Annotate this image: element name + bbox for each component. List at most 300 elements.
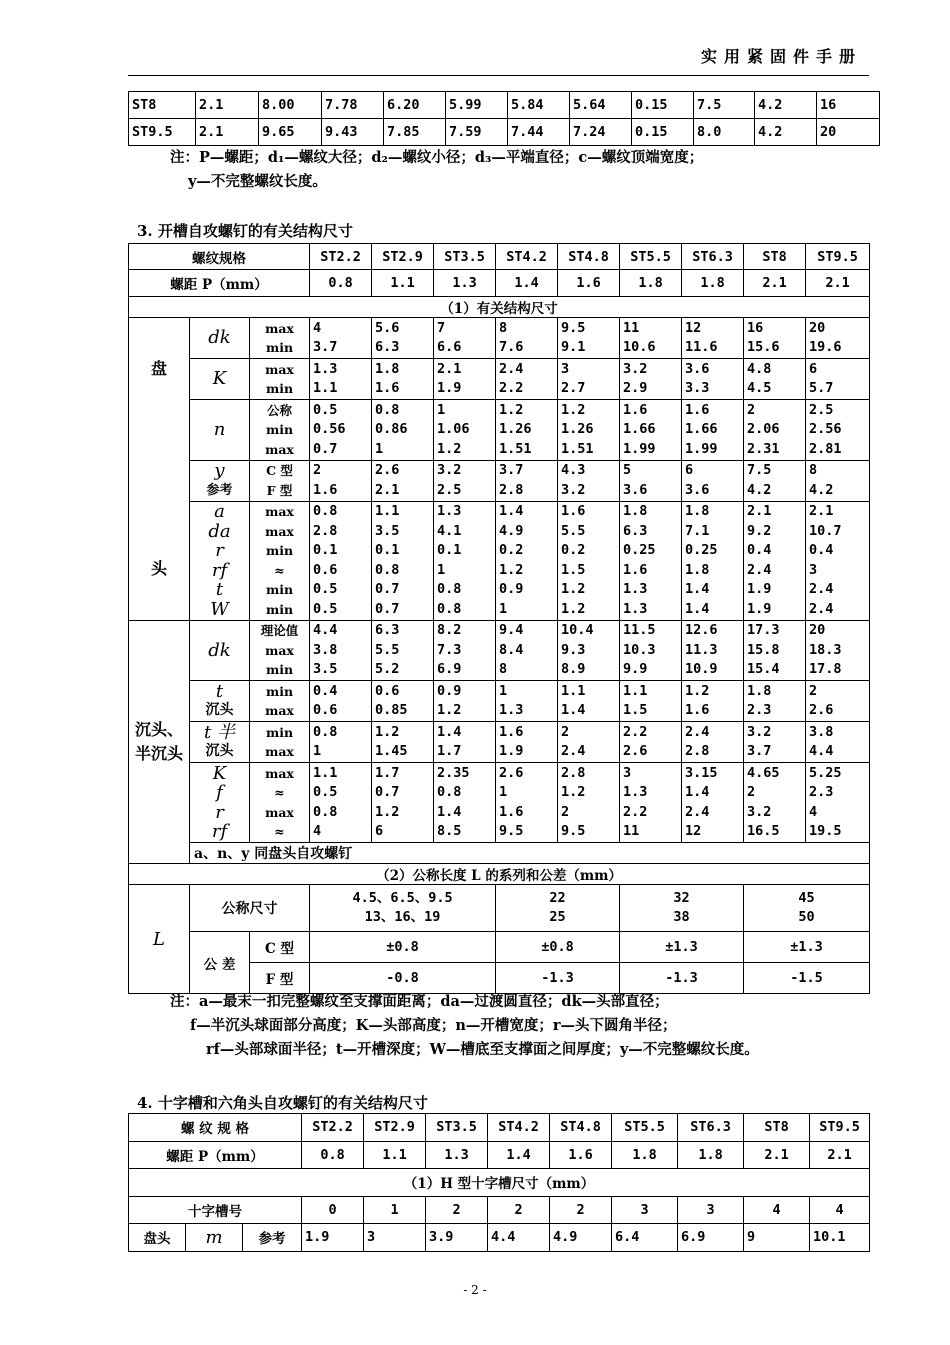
cell-line: 1.66 [623,421,656,437]
value-cell [310,681,372,722]
value-cell [496,318,558,359]
cell-line: 2 [561,723,570,740]
cell-line: 45 [798,889,815,906]
length-subheader: （2）公称长度 L 的系列和公差（mm） [129,864,870,885]
cell-line: min [265,381,294,396]
note-2-line-2: f—半沉头球面部分高度；K—头部高度；n—开槽宽度；r—头下圆角半径； [190,1017,677,1034]
cell-line: 5.25 [809,764,842,781]
cell-line: max [265,320,294,336]
spec-cell: ST6.3 [682,244,744,270]
value-cell [806,501,870,620]
value-cell [620,400,682,461]
spec-cell: ST2.9 [364,1114,426,1142]
pitch-cell: 2.1 [810,1141,870,1169]
value-cell [620,681,682,722]
value-cell: 8.0 [694,119,755,146]
value-cell [372,620,434,681]
cell-line: 1.2 [437,702,462,718]
cell-line: 1 [375,440,384,457]
value-cell [806,318,870,359]
cell-line: 1 [313,743,322,759]
cell-line: 5.5 [561,522,586,539]
cell-line: 1.1 [375,503,400,519]
cell-line: min [265,724,294,740]
value-cell [310,763,372,843]
cell-line: 2.35 [437,764,470,781]
cell-line: 10.4 [561,622,594,638]
structure-subheader: （1）有关结构尺寸 [129,297,870,318]
cell-line: 1.06 [437,421,470,437]
cell-line: 19.6 [809,339,842,355]
cell-line: r [215,540,224,561]
cell-line: 3.2 [623,360,648,377]
cell-line: 50 [798,909,815,925]
cell-line: 0.7 [375,581,400,597]
value-cell [744,460,806,501]
recess-value: 2 [488,1196,550,1224]
cell-line: 1.3 [623,600,648,617]
cross-recess-screw-table [128,1113,870,1252]
recess-value: 2 [550,1196,612,1224]
cell-line: 1.4 [685,581,710,597]
cell-line: 0.6 [313,702,338,718]
value-cell [620,620,682,681]
cell-line: 1.3 [499,702,524,718]
cell-line: 3.8 [809,723,834,740]
pitch-cell: 1.8 [620,270,682,297]
cell-line: 2 [747,784,756,800]
cell-line: 7.1 [685,522,710,539]
value-cell [806,620,870,681]
cell-line: 1 [499,682,508,699]
value-cell [558,400,620,461]
pan-label-spacer [132,379,186,559]
value-cell [310,722,372,763]
symbol-cell [190,681,250,722]
value-cell [806,359,870,400]
value-cell [682,763,744,843]
cell-line: 7.5 [747,462,772,478]
value-cell: 7.59 [446,119,508,146]
cell-line: min [265,582,294,597]
value-cell [434,400,496,461]
symbol-cell [190,501,250,620]
spec-cell: ST9.5 [129,119,196,146]
value-cell [744,763,806,843]
cell-line: max [265,804,294,820]
cell-line: 1.8 [747,682,772,699]
cell-line: 13、16、19 [364,909,441,925]
cell-line: 1.1 [313,764,338,781]
cell-line: 0.8 [375,401,400,418]
value-cell [620,359,682,400]
m-value: 4.4 [488,1224,550,1252]
cell-line: 4.5 [747,380,772,396]
thread-dimension-table-continued [128,91,880,146]
value-cell: 7.24 [570,119,632,146]
spec-cell: ST8 [744,1114,810,1142]
cell-line: 8 [809,462,818,478]
symbol: t [215,680,224,702]
nominal-label: 公称尺寸 [190,885,310,932]
value-cell [372,681,434,722]
cell-line: 9.1 [561,339,586,355]
cell-line: 1.99 [685,440,718,457]
cell-line: 3.2 [437,462,462,478]
cell-line: 8 [499,661,508,677]
cell-line: 0.4 [809,542,834,558]
cell-line: 2.7 [561,380,586,396]
value-cell: 9.43 [322,119,384,146]
m-value: 10.1 [810,1224,870,1252]
cell-line: 1.2 [561,600,586,617]
pitch-cell: 1.6 [550,1141,612,1169]
value-cell: 7.85 [384,119,446,146]
value-cell [682,681,744,722]
cell-line: min [265,543,294,558]
value-cell [434,318,496,359]
limit-label [250,681,310,722]
cell-line: 3.7 [313,339,338,355]
cell-line: 7.3 [437,641,462,658]
note-1-line-2: y—不完整螺纹长度。 [188,173,327,190]
cell-line: 10.7 [809,522,842,539]
cell-line: 1.26 [561,421,594,437]
value-cell [434,620,496,681]
cell-line: r [215,801,224,823]
pitch-cell: 1.3 [434,270,496,297]
value-cell [620,763,682,843]
cell-line: 17.8 [809,661,842,677]
nominal-row [129,885,870,932]
tolerance-label: 公 差 [190,932,250,994]
m-value: 6.4 [612,1224,678,1252]
cell-line: 2.6 [499,764,524,781]
cell-line: 2.8 [499,481,524,498]
cell-line: 0.1 [437,542,462,558]
cell-line: 16 [747,319,764,336]
recess-value: 0 [302,1196,364,1224]
spec-cell: ST9.5 [806,244,870,270]
value-cell [620,501,682,620]
cell-line: 1.6 [561,503,586,519]
cell-line: 1.1 [623,682,648,699]
nominal-value [620,885,744,932]
cell-line: min [265,601,294,617]
cell-line: 1.3 [313,360,338,377]
note-1 [170,146,703,194]
cell-line: da [208,520,231,542]
pitch-cell: 2.1 [744,1141,810,1169]
value-cell [558,620,620,681]
pitch-cell: 2.1 [806,270,870,297]
cell-line: 1.3 [623,581,648,597]
value-cell [434,681,496,722]
cell-line: 2.31 [747,440,780,457]
spec-cell: ST5.5 [620,244,682,270]
cell-line: 1.4 [499,503,524,519]
limit-label [250,501,310,620]
cell-line: 3.8 [313,641,338,658]
same-as-note: a、n、y 同盘头自攻螺钉 [190,843,870,864]
m-value: 4.9 [550,1224,612,1252]
symbol: dk [208,639,231,661]
value-cell: 9.65 [259,119,322,146]
cell-line: 1.45 [375,743,408,759]
recess-value: 2 [426,1196,488,1224]
m-value: 9 [744,1224,810,1252]
cell-line: 3 [561,360,570,377]
data-row [129,400,870,461]
nominal-value [496,885,620,932]
cell-line: 6.3 [623,522,648,539]
limit-label [250,318,310,359]
pitch-cell: 1.3 [426,1141,488,1169]
cell-line: 1.6 [623,561,648,578]
value-cell [806,722,870,763]
m-symbol: m [186,1224,243,1252]
cell-line: 1.9 [499,743,524,759]
value-cell: 7.44 [508,119,570,146]
recess-value: 3 [612,1196,678,1224]
m-value: 1.9 [302,1224,364,1252]
cell-line: 15.8 [747,641,780,658]
spec-header: 螺纹规格 [129,244,310,270]
symbol: K [212,368,227,390]
cell-line: 2.81 [809,440,842,457]
cell-line: 2.1 [375,481,400,498]
cell-line: 1.3 [437,503,462,519]
m-value: 6.9 [678,1224,744,1252]
data-row [129,722,870,763]
nominal-value [744,885,870,932]
cell-line: 8.5 [437,823,462,839]
cell-line: 2.8 [685,743,710,759]
cell-line: 5.6 [375,319,400,336]
cell-line: 9.5 [499,823,524,839]
cell-line: 11 [623,319,640,336]
value-cell: 20 [817,119,880,146]
spec-cell: ST5.5 [612,1114,678,1142]
tolerance-value: -0.8 [310,963,496,994]
value-cell [434,501,496,620]
pitch-cell: 0.8 [302,1141,364,1169]
value-cell: 8.00 [259,92,322,119]
value-cell [310,620,372,681]
pitch-cell: 0.8 [310,270,372,297]
cell-line: 0.25 [623,542,656,558]
cell-line: 3.6 [623,481,648,498]
cell-line: 1.4 [685,784,710,800]
cell-line: 9.9 [623,661,648,677]
reference-label: 参考 [243,1224,302,1252]
cell-line: 6 [375,823,384,839]
cell-line: 11.5 [623,622,656,638]
cell-line: max [265,504,294,519]
spec-cell: ST4.8 [550,1114,612,1142]
cell-line: W [210,598,229,620]
cell-line: 10.3 [623,641,656,658]
cell-line: 0.8 [313,803,338,820]
cell-line: 2.56 [809,421,842,437]
cell-line: 1.6 [685,401,710,418]
cell-line: 1.8 [623,503,648,519]
cell-line: 2.4 [685,723,710,740]
cell-line: 11 [623,823,640,839]
cell-line: 2.8 [313,522,338,539]
cell-line: 8.4 [499,641,524,658]
cell-line: 3.6 [685,481,710,498]
cell-line: 8 [499,319,508,336]
pitch-cell: 1.6 [558,270,620,297]
cell-line: 9.3 [561,641,586,658]
cell-line: 2.5 [437,481,462,498]
value-cell [310,318,372,359]
cell-line: 1.2 [499,561,524,578]
cell-line: 20 [809,622,826,638]
cell-line: 1.9 [747,581,772,597]
cell-line: min [265,662,294,677]
cell-line: 4 [809,803,818,820]
cell-line: 2.6 [809,702,834,718]
cell-line: 公称 [267,402,293,418]
cell-line: 0.4 [747,542,772,558]
cell-line: 3 [809,561,818,578]
cell-line: 19.5 [809,823,842,839]
cell-line: 1.8 [685,503,710,519]
cell-line: 6.6 [437,339,462,355]
value-cell [372,359,434,400]
cell-line: ≈ [274,785,285,800]
cell-line: 10.9 [685,661,718,677]
cell-line: 1.4 [685,600,710,617]
data-row [129,359,870,400]
tolerance-value: ±1.3 [744,932,870,963]
value-cell [682,318,744,359]
cell-line: 20 [809,319,826,336]
m-value: 3 [364,1224,426,1252]
cell-line: 1.5 [561,561,586,578]
pan-label-bottom: 头 [150,558,167,578]
spec-cell: ST4.2 [496,244,558,270]
cell-line: 1.3 [623,784,648,800]
value-cell: 7.5 [694,92,755,119]
symbol-cell [190,400,250,461]
cell-line: 3.5 [375,522,400,539]
spec-cell: ST9.5 [810,1114,870,1142]
cell-line: 2.2 [499,380,524,396]
cell-line: 5.5 [375,641,400,658]
cell-line: ≈ [274,562,285,578]
cell-line: 1.1 [313,380,338,396]
cell-line: 11.3 [685,641,718,658]
cell-line: 8.9 [561,661,586,677]
c-type-label: C 型 [250,932,310,963]
cell-line: 0.5 [313,581,338,597]
header-rule [128,75,869,76]
cell-line: 2.06 [747,421,780,437]
cell-line: 9.5 [561,823,586,839]
cell-line: 2.3 [747,702,772,718]
cell-line: 4.65 [747,764,780,781]
value-cell [620,318,682,359]
cell-line: 0.8 [313,723,338,740]
symbol-note: 沉头 [205,702,234,718]
recess-subheader: （1）H 型十字槽尺寸（mm） [129,1169,870,1197]
cell-line: 0.2 [561,542,586,558]
value-cell: 4.2 [755,92,817,119]
cell-line: rf [211,821,228,842]
cell-line: 4.4 [809,743,834,759]
cell-line: 0.7 [313,440,338,457]
value-cell [310,501,372,620]
m-row [129,1224,870,1252]
cell-line: 1.2 [499,401,524,418]
tolerance-value: -1.5 [744,963,870,994]
cell-line: 1.2 [561,581,586,597]
value-cell [434,763,496,843]
cell-line: 6.3 [375,339,400,355]
cell-line: 2.4 [685,803,710,820]
value-cell [372,400,434,461]
L-label: L [129,885,190,994]
handbook-header: 实用紧固件手册 [700,47,862,66]
same-as-row [129,843,870,864]
subheader-row [129,297,870,318]
cell-line: 1.1 [561,682,586,699]
cell-line: 2.4 [747,561,772,578]
data-row [129,460,870,501]
symbol: dk [208,327,231,349]
cell-line: 6 [809,360,818,377]
cell-line: 1 [499,784,508,800]
value-cell [310,400,372,461]
cell-line: 1.51 [499,440,532,457]
pitch-cell: 1.4 [496,270,558,297]
cell-line: 0.7 [375,784,400,800]
cell-line: 4 [313,823,322,839]
cell-line: 0.2 [499,542,524,558]
value-cell [558,722,620,763]
data-row [129,681,870,722]
value-cell [496,620,558,681]
pitch-row [129,1141,870,1169]
value-cell [372,318,434,359]
cell-line: 2.9 [623,380,648,396]
cell-line: 0.5 [313,784,338,800]
value-cell [558,501,620,620]
pan-head-label: 盘头 [129,1224,186,1252]
spec-cell: ST2.2 [310,244,372,270]
cell-line: 6.3 [375,622,400,638]
value-cell [682,501,744,620]
cell-line: 1.9 [437,380,462,396]
cell-line: 1.66 [685,421,718,437]
cell-line: max [265,765,294,781]
cell-line: 1.2 [561,784,586,800]
cell-line: 1.2 [375,803,400,820]
cell-line: 0.8 [437,600,462,617]
cell-line: 1 [437,401,446,418]
value-cell: 5.84 [508,92,570,119]
value-cell [496,763,558,843]
cell-line: 1.2 [561,401,586,418]
cell-line: 2 [313,462,322,478]
value-cell [496,359,558,400]
cell-line: 0.25 [685,542,718,558]
pan-head-label [129,318,190,621]
tolerance-c-row [129,932,870,963]
